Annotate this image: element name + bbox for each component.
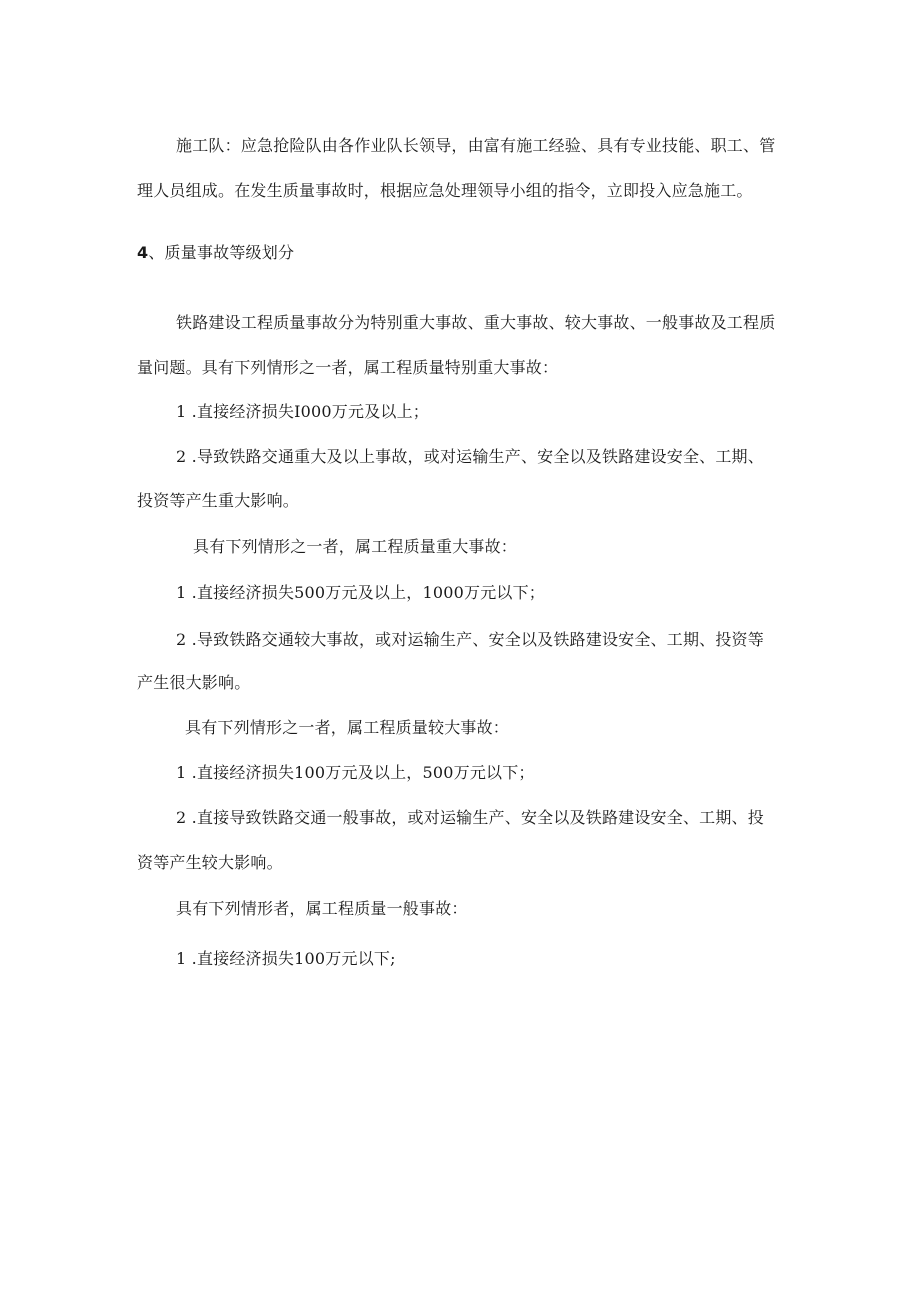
intro-paragraph-line-1: 铁路建设工程质量事故分为特别重大事故、重大事故、较大事故、一般事故及工程质 xyxy=(176,313,776,332)
general-lead: 具有下列情形者，属工程质量一般事故： xyxy=(176,899,468,918)
larger-item-1: 1 .直接经济损失100万元及以上，500万元以下； xyxy=(176,763,535,782)
larger-item-2-line-1: 2 .直接导致铁路交通一般事故，或对运输生产、安全以及铁路建设安全、工期、投 xyxy=(176,808,764,827)
larger-lead: 具有下列情形之一者，属工程质量较大事故： xyxy=(185,718,510,737)
special-major-item-2-line-1: 2 .导致铁路交通重大及以上事故，或对运输生产、安全以及铁路建设安全、工期、 xyxy=(176,447,764,466)
larger-item-2-line-2: 资等产生较大影响。 xyxy=(137,853,283,872)
team-paragraph-line-1: 施工队：应急抢险队由各作业队长领导，由富有施工经验、具有专业技能、职工、管 xyxy=(176,136,776,155)
special-major-item-1: 1 .直接经济损失I000万元及以上； xyxy=(176,402,430,421)
major-lead: 具有下列情形之一者，属工程质量重大事故： xyxy=(193,537,518,556)
section-heading-number: 4 xyxy=(137,243,149,262)
major-item-2-line-2: 产生很大影响。 xyxy=(137,673,251,692)
section-heading xyxy=(137,243,294,263)
special-major-item-2-line-2: 投资等产生重大影响。 xyxy=(137,491,300,510)
major-item-2-line-1: 2 .导致铁路交通较大事故，或对运输生产、安全以及铁路建设安全、工期、投资等 xyxy=(176,630,764,649)
section-heading-title: 、质量事故等级划分 xyxy=(148,243,295,262)
major-item-1: 1 .直接经济损失500万元及以上，1000万元以下； xyxy=(176,583,546,602)
general-item-1: 1 .直接经济损失100万元以下; xyxy=(176,949,396,968)
team-paragraph-line-2: 理人员组成。在发生质量事故时，根据应急处理领导小组的指令，立即投入应急施工。 xyxy=(137,181,753,200)
intro-paragraph-line-2: 量问题。具有下列情形之一者，属工程质量特别重大事故： xyxy=(137,358,559,377)
